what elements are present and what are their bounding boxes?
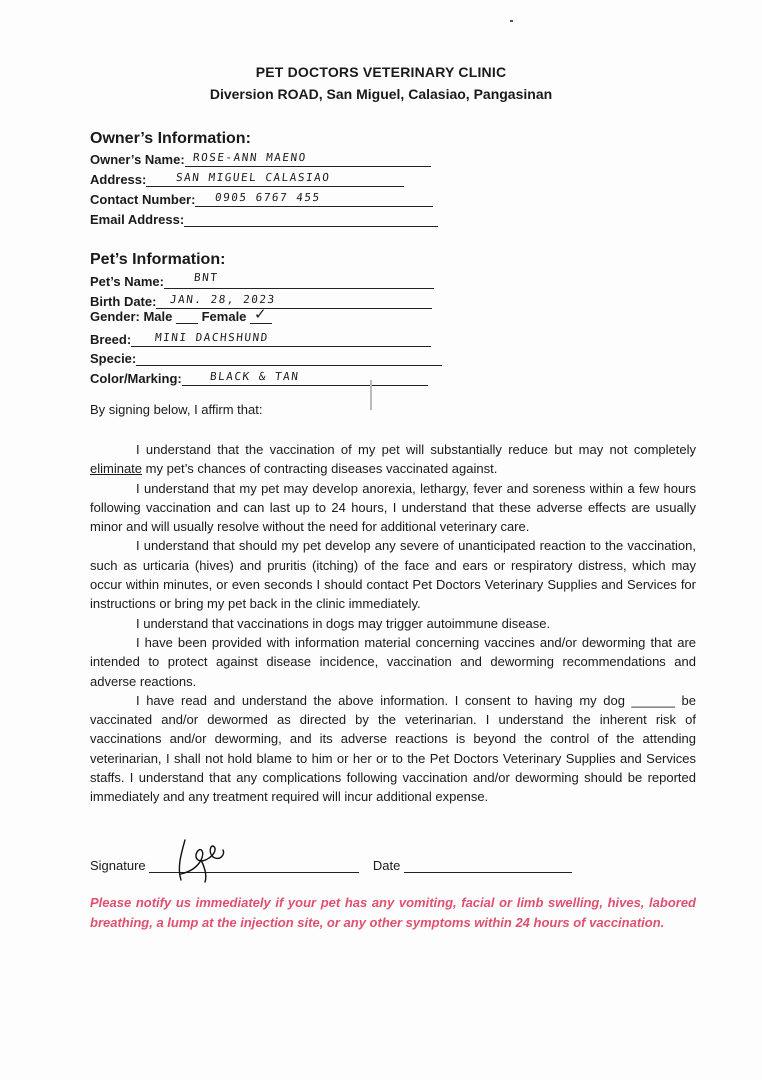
owner-address-value: SAN MIGUEL CALASIAO [175,171,332,184]
paragraph-severe-reaction: I understand that should my pet develop any severe of unanticipated reaction to the vaccination, such as urticaria (hives) and pruritis (itching) of the face and ears or respiratory distress, which may occur within minutes, or even seconds I should contact Pet Doctors Veterinary Supplies and Services for instructions or bring my pet back in the clinic immediately. [90,538,696,612]
pet-name-label: Pet’s Name: [90,274,164,289]
clinic-header [0,64,762,102]
pet-specie-row [90,347,442,367]
owner-address-field[interactable] [146,168,404,187]
owner-name-label: Owner’s Name: [90,152,185,167]
pet-section-title: Pet’s Information: [90,251,226,268]
clinic-address: Diversion ROAD, San Miguel, Calasiao, Pangasinan [209,86,553,102]
scan-speck [510,20,513,22]
pet-breed-row [90,328,431,348]
pet-color-row [90,367,428,387]
pet-gender-row [90,305,272,329]
consent-body [90,440,696,807]
gender-female-label: Female [201,309,247,324]
pet-birth-field[interactable] [156,290,432,309]
pet-breed-value: MINI DACHSHUND [154,331,270,344]
handwritten-signature-icon [171,834,241,884]
gender-male-label: Gender: Male [90,309,173,324]
signature-field[interactable] [149,856,359,873]
owner-section-title: Owner’s Information: [90,130,251,147]
owner-contact-row [90,188,433,208]
pet-name-field[interactable] [164,270,434,289]
paragraph-information-provided: I have been provided with information material concerning vaccines and/or deworming that are intended to protect against disease incidence, vaccination and deworming recommendations and adverse reactions. [90,634,696,689]
owner-email-row [90,208,438,228]
owner-contact-label: Contact Number: [90,192,196,207]
pet-name-row [90,270,434,290]
owner-email-label: Email Address: [90,212,185,227]
check-mark-icon: ✓ [254,305,267,323]
pet-color-field[interactable] [182,367,428,386]
paragraph-1-part-b: my pet’s chances of contracting diseases vaccinated against. [142,461,498,477]
pet-breed-field[interactable] [131,328,431,347]
date-label: Date [372,858,401,873]
pet-birth-value: JAN. 28, 2023 [169,293,277,306]
pet-birth-label: Birth Date: [90,294,157,309]
owner-name-value: ROSE-ANN MAENO [191,151,308,164]
owner-email-field[interactable] [184,208,438,227]
date-field[interactable] [404,856,572,873]
clinic-name: PET DOCTORS VETERINARY CLINIC [255,64,507,80]
paragraph-autoimmune: I understand that vaccinations in dogs may trigger autoimmune disease. [136,615,551,631]
pet-specie-field[interactable] [136,347,442,366]
owner-name-field[interactable] [185,148,431,167]
paragraph-consent: I have read and understand the above information. I consent to having my dog ______ be vaccinated and/or dewormed as directed by the veterinarian. I understand the inherent risk of vaccinations and/or deworming, and its adverse reactions is beyond the control of the attending veterinarian, I shall not hold blame to him or her or to the Pet Doctors Veterinary Supplies and Services staffs. I understand that any complications following vaccination and/or deworming should be reported immediately and any treatment required will incur additional expense. [90,692,696,805]
owner-name-row [90,148,431,168]
owner-contact-value: 0905 6767 455 [214,191,322,204]
pet-name-value: BNT [193,271,219,284]
pet-color-value: BLACK & TAN [209,370,300,383]
male-checkbox[interactable] [176,309,198,324]
notice-text: Please notify us immediately if your pet has any vomiting, facial or limb swelling, hives, labored breathing, a lump at the injection site, or any other symptoms within 24 hours of vaccination. [90,895,696,930]
pet-color-label: Color/Marking: [90,371,182,386]
paragraph-1-part-a: I understand that the vaccination of my pet will substantially reduce but may not completely [136,442,696,457]
pet-specie-label: Specie: [90,351,137,366]
paragraph-side-effects: I understand that my pet may develop anorexia, lethargy, fever and soreness within a few hours following vaccination and can last up to 24 hours, I understand that these adverse effects are usually minor and will usually resolve without the need for additional veterinary care. [90,480,696,535]
owner-contact-field[interactable] [195,188,433,207]
signature-row [90,856,572,873]
affirm-statement: By signing below, I affirm that: [90,402,263,417]
pet-breed-label: Breed: [90,332,132,347]
owner-address-label: Address: [90,172,147,187]
scan-streak [370,380,372,410]
paragraph-vaccination-effect [90,440,696,479]
paragraph-1-underlined: eliminate [90,461,143,477]
owner-address-row [90,168,404,188]
female-checkbox[interactable] [250,305,272,324]
signature-label: Signature [90,858,146,873]
